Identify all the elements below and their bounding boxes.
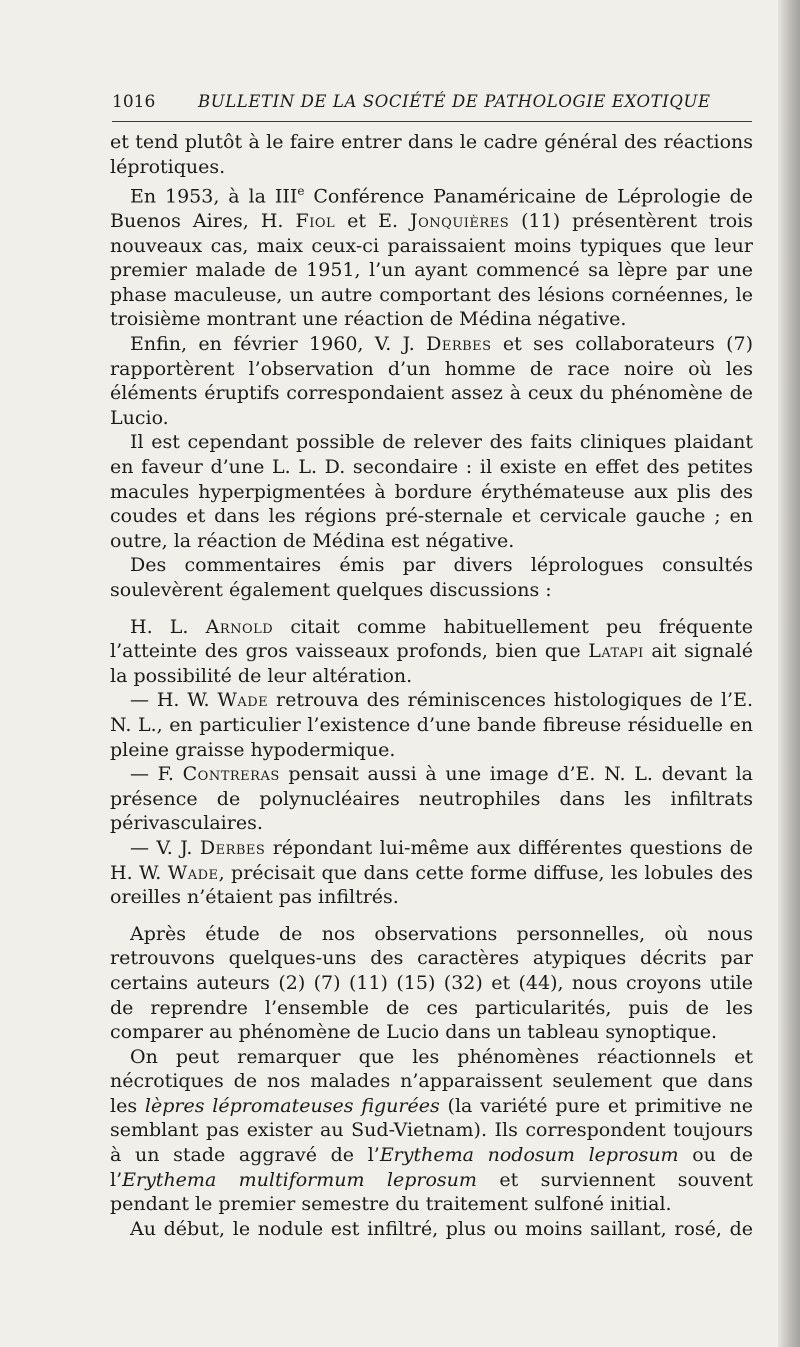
paragraph-observations (110, 922, 753, 1045)
text-run: (la variété pure et primitive ne semblant pas exister au Sud-Vietnam). Ils correspondent toujours à un stade aggravé de l’ (110, 1094, 753, 1167)
text-run: — V. J. (130, 836, 200, 859)
text-run: Enfin, en février 1960, V. J. (130, 333, 427, 356)
text-run: En 1953, à la III (130, 185, 298, 208)
page-header (112, 92, 752, 116)
text-run: (11) présentèrent trois nouveaux cas, maix ceux-ci paraissaient moins typiques que leur premier malade de 1951, l’un ayant commencé sa lèpre par une phase maculeuse, un autre comportant des lésions cornéennes, le troisième montrant une réaction de Médina négative. (110, 210, 754, 331)
author-name: Derbes (426, 333, 492, 356)
italic-term: lèpres lépromateuses figurées (144, 1094, 440, 1117)
superscript: e (297, 184, 305, 199)
author-name: Jonquières (410, 210, 510, 233)
text-run: retrouva des réminiscences histologiques de l’E. N. L., en particulier l’existence d’une bande fibreuse résiduelle en pleine graisse hypodermique. (110, 689, 753, 761)
paragraph-arnold (110, 615, 753, 689)
author-name: Contreras (182, 763, 280, 786)
text-run: répondant lui-même aux différentes questions de H. W. (110, 836, 753, 884)
author-name: Wade (217, 689, 269, 712)
text-run: ait signalé la possibilité de leur altération. (110, 640, 753, 687)
paragraph-commentaires (110, 553, 753, 602)
text-run: et E. (335, 210, 411, 233)
text-run: et tend plutôt à le faire entrer dans le cadre général des réactions léprotiques. (110, 131, 753, 178)
text-run: citait comme habituellement peu fréquente l’atteinte des gros vaisseaux profonds, bien que (110, 615, 753, 663)
author-name: Wade (167, 861, 219, 884)
header-rule (112, 121, 752, 122)
text-run: et ses collaborateurs (7) rapportèrent l’observation d’un homme de race noire où les éléments éruptifs correspondaient assez à ceux du phénomène de Lucio. (110, 333, 753, 429)
page-number: 1016 (112, 92, 156, 112)
text-run: Des commentaires émis par divers léprologues consultés soulevèrent également quelques discussions : (110, 554, 753, 602)
body-text (110, 130, 753, 1241)
paragraph-debut (110, 1217, 753, 1242)
author-name: Derbes (199, 836, 266, 859)
italic-term: Erythema nodosum leprosum (379, 1144, 679, 1167)
text-run: et surviennent souvent pendant le premier semestre du traitement sulfoné initial. (110, 1168, 753, 1216)
text-run: , précisait que dans cette forme diffuse, les lobules des oreilles n’étaient pas infiltrés. (110, 861, 754, 909)
text-run: Après étude de nos observations personnelles, où nous retrouvons quelques-uns des caractères atypiques décrits par certains auteurs (2) (7) (11) (15) (32) et (44), nous croyons utile de reprendre l’ensemble de ces particularités, puis de les comparer au phénomène de Lucio dans un tableau synoptique. (110, 922, 753, 1044)
author-name: Latapi (588, 640, 644, 663)
paragraph-continuation (110, 130, 753, 179)
text-run: Il est cependant possible de relever des faits cliniques plaidant en faveur d’une L. L. D. secondaire : il existe en effet des petites macules hyperpigmentées à bordure érythémateuse aux plis des coudes et dans les régions pré-sternale et cervicale gauche ; en outre, la réaction de Médina est négative. (110, 431, 753, 552)
paragraph-conference-1953 (110, 179, 753, 332)
text-run: On peut remarquer que les phénomènes réactionnels et nécrotiques de nos malades n’apparaissent seulement que dans les (110, 1045, 753, 1117)
paragraph-wade (110, 688, 753, 762)
paragraph-phenomenes (110, 1045, 753, 1217)
paragraph-contreras (110, 762, 753, 836)
paragraph-derbes-1960 (110, 332, 753, 430)
text-run: — H. W. (130, 689, 218, 712)
text-run: Conférence Panaméricaine de Léprologie de Buenos Aires, H. (110, 185, 754, 233)
text-run: ou de l’ (110, 1144, 753, 1191)
author-name: Arnold (205, 615, 274, 638)
text-run: Au début, le nodule est infiltré, plus ou moins saillant, rosé, de (130, 1217, 753, 1240)
text-run: — F. (130, 763, 183, 786)
italic-term: Erythema multiformum leprosum (122, 1168, 477, 1191)
page-edge-shadow (778, 0, 800, 1347)
text-run: H. L. (130, 615, 206, 638)
text-run: pensait aussi à une image d’E. N. L. devant la présence de polynucléaires neutrophiles dans les infiltrats périvasculaires. (110, 763, 754, 835)
paragraph-lld-secondary (110, 430, 753, 553)
paragraph-derbes-reply (110, 836, 753, 910)
author-name: Fiol (295, 210, 336, 233)
running-title: BULLETIN DE LA SOCIÉTÉ DE PATHOLOGIE EXOTIQUE (198, 92, 711, 111)
